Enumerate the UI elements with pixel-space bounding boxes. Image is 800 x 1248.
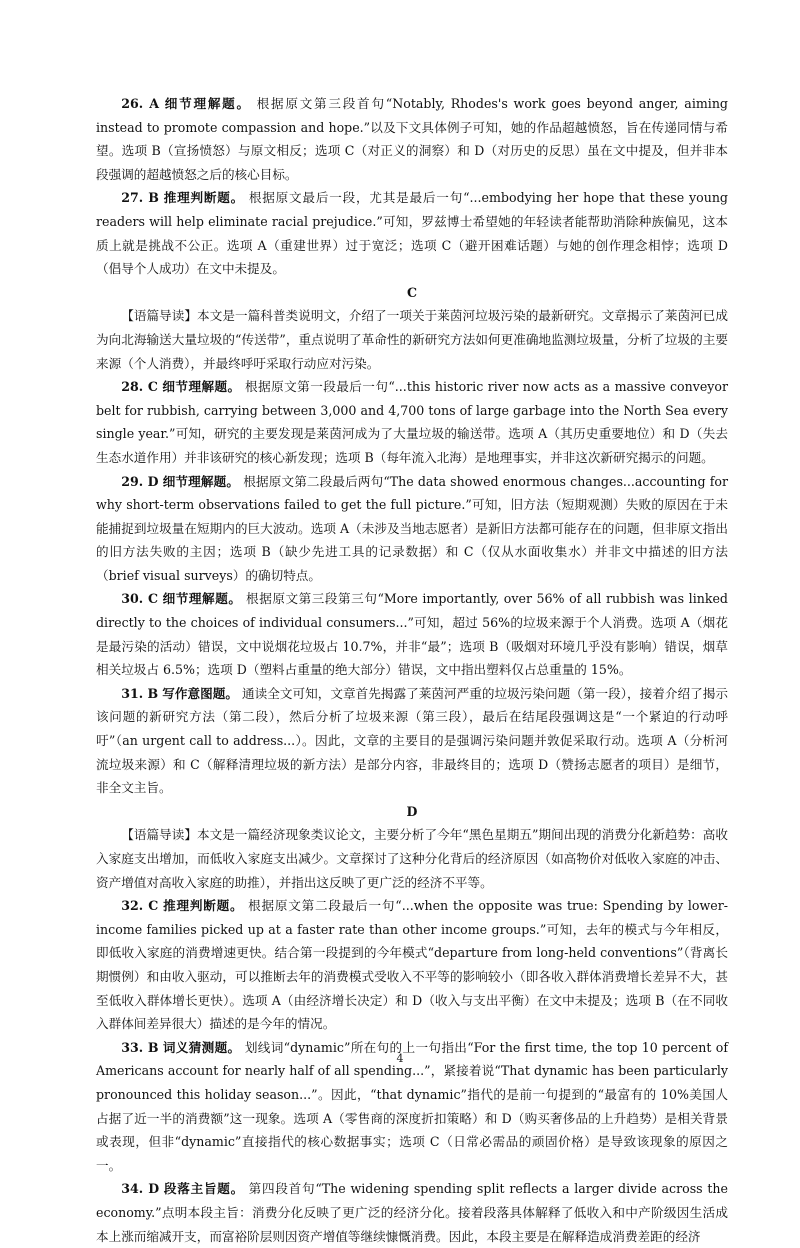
explanation-text: 根据原文第二段最后两句“The data showed enormous changes...accounting for why short-term observations failed to get the full picture.”可知，旧方法（短期观测）失败的原因在于未能捕捉到垃圾量在短期内的巨大波动。选项 A（未涉及当地志愿者）是新旧方法都可能存在的问题，但非原文指出的旧方法失败的主因；选项 B（缺少先进工具的记录数据）和 C（仅从水面收集水）并非文中描述的旧方法（brief visual surveys）的确切特点。	[96, 473, 729, 583]
explanation-text: 第四段首句“The widening spending split reflects a larger divide across the economy.”点明本段主旨：消费分化反映了更广泛的经济分化。接着段落具体解释了低收入和中产阶级因生活成本上涨而缩减开支，而富裕阶层则因资产增值等继续慷慨消费。因此，本段主要是在解释造成消费差距的经济	[96, 1181, 728, 1244]
page-number: 4	[396, 1052, 404, 1065]
question-type: 词义猜测题。	[162, 1039, 241, 1055]
answer-explanation-30	[96, 587, 728, 681]
answer-explanation-34	[96, 1177, 728, 1248]
explanation-text: 根据原文第三段首句“Notably, Rhodes's work goes beyond anger, aiming instead to promote compassion and hope.”以及下文具体例子可知，她的作品超越愤怒，旨在传递同情与希望。选项 B（宣扬愤怒）与原文相反；选项 C（对正义的洞察）和 D（对历史的反思）虽在文中提及，但并非本段强调的超越愤怒之后的核心目标。	[96, 96, 728, 182]
answer-explanation-26	[96, 92, 728, 186]
question-number: 33. B	[121, 1039, 159, 1055]
question-type: 细节理解题。	[164, 96, 251, 111]
answer-explanation-32	[96, 894, 728, 1036]
question-number: 32. C	[121, 898, 159, 914]
explanation-text: 划线词“dynamic”所在句的上一句指出“For the first time, the top 10 percent of Americans account for nearly half of all spending...”，紧接着说“That dynamic has been particularly pronounced this holiday season...”。因此，“that dynamic”指代的是前一句提到的“最富有的 10%美国人占据了近一半的消费额”这一现象。选项 A（零售商的深度折扣策略）和 D（购买奢侈品的上升趋势）是相关背景或表现，但非“dynamic”直接指代的核心数据事实；选项 C（日常必需品的顽固价格）是导致该现象的原因之一。	[96, 1039, 728, 1173]
question-number: 28. C	[121, 379, 158, 395]
explanation-text: 根据原文第二段最后一句“...when the opposite was true: Spending by lower-income families picked up at a faster rate than other income groups.”可知，去年的模式与今年相反，即低收入家庭的消费增速更快。结合第一段提到的今年模式“departure from long-held conventions”（背离长期惯例）和由收入驱动，可以推断去年的消费模式受收入不平等的影响较小（即各收入群体消费增长差异不大，甚至低收入群体增长更快）。选项 A（由经济增长决定）和 D（收入与支出平衡）在文中未提及；选项 B（在不同收入群体间差异很大）描述的是今年的情况。	[96, 898, 729, 1032]
question-number: 31. B	[121, 685, 159, 701]
question-number: 30. C	[121, 591, 159, 607]
question-type: 段落主旨题。	[163, 1181, 244, 1197]
section-heading-c: C	[406, 284, 418, 300]
explanation-text: 根据原文第一段最后一句“...this historic river now acts as a massive conveyor belt for rubbish, carrying between 3,000 and 4,700 tons of large garbage into the North Sea every single year.”可知，研究的主要发现是莱茵河成为了大量垃圾的输送带。选项 A（其历史重要地位）和 D（失去生态水道作用）并非该研究的核心新发现；选项 B（每年流入北海）是地理事实，并非这次新研究揭示的问题。	[96, 379, 729, 465]
question-type: 细节理解题。	[162, 379, 241, 395]
passage-intro-d: 【语篇导读】本文是一篇经济现象类议论文，主要分析了今年“黑色星期五”期间出现的消费分化新趋势：高收入家庭支出增加，而低收入家庭支出减少。文章探讨了这种分化背后的经济原因（如高物价对低收入家庭的冲击、资产增值对高收入家庭的助推），并指出这反映了更广泛的经济不平等。	[96, 827, 728, 890]
explanation-text: 根据原文第三段第三句“More importantly, over 56% of all rubbish was linked directly to the choices of individual consumers...”可知，超过 56%的垃圾来源于个人消费。选项 A（烟花是最污染的活动）错误，文中说烟花垃圾占 10.7%，并非“最”；选项 B（吸烟对环境几乎没有影响）错误，烟草相关垃圾占 6.5%；选项 D（塑料占重量的绝大部分）错误，文中指出塑料仅占总重量的 15%。	[96, 591, 728, 678]
answer-explanation-29	[96, 470, 728, 588]
question-type: 推理判断题。	[163, 190, 245, 206]
explanation-text: 根据原文最后一段，尤其是最后一句“...embodying her hope that these young readers will help eliminate racial prejudice.”可知，罗兹博士希望她的年轻读者能帮助消除种族偏见，这本质上就是挑战不公正。选项 A（重建世界）过于宽泛；选项 C（避开困难话题）与她的创作理念相悖；选项 D（倡导个人成功）在文中未提及。	[96, 190, 728, 277]
question-number: 27. B	[121, 190, 159, 206]
section-heading-d: D	[406, 803, 418, 819]
question-type: 细节理解题。	[162, 591, 242, 607]
question-number: 29. D	[121, 473, 159, 489]
answer-explanation-27	[96, 186, 728, 280]
question-number: 26. A	[121, 96, 160, 111]
question-type: 细节理解题。	[162, 473, 240, 489]
passage-intro-c: 【语篇导读】本文是一篇科普类说明文，介绍了一项关于莱茵河垃圾污染的最新研究。文章揭示了莱茵河已成为向北海输送大量垃圾的“传送带”，重点说明了革命性的新研究方法如何更准确地监测垃圾量，分析了垃圾的主要来源（个人消费），并最终呼吁采取行动应对污染。	[96, 308, 728, 371]
question-type: 推理判断题。	[163, 898, 244, 914]
answer-explanation-28	[96, 375, 728, 469]
question-number: 34. D	[121, 1181, 160, 1197]
answer-explanation-31	[96, 682, 728, 800]
explanation-text: 通读全文可知，文章首先揭露了莱茵河严重的垃圾污染问题（第一段），接着介绍了揭示该问题的新研究方法（第二段），然后分析了垃圾来源（第三段），最后在结尾段强调这是“一个紧迫的行动呼吁”（an urgent call to address...）。因此，文章的主要目的是强调污染问题并敦促采取行动。选项 A（分析河流垃圾来源）和 C（解释清理垃圾的新方法）是部分内容，非最终目的；选项 D（赞扬志愿者的项目）是细节，非全文主旨。	[96, 685, 728, 796]
question-type: 写作意图题。	[162, 685, 238, 701]
